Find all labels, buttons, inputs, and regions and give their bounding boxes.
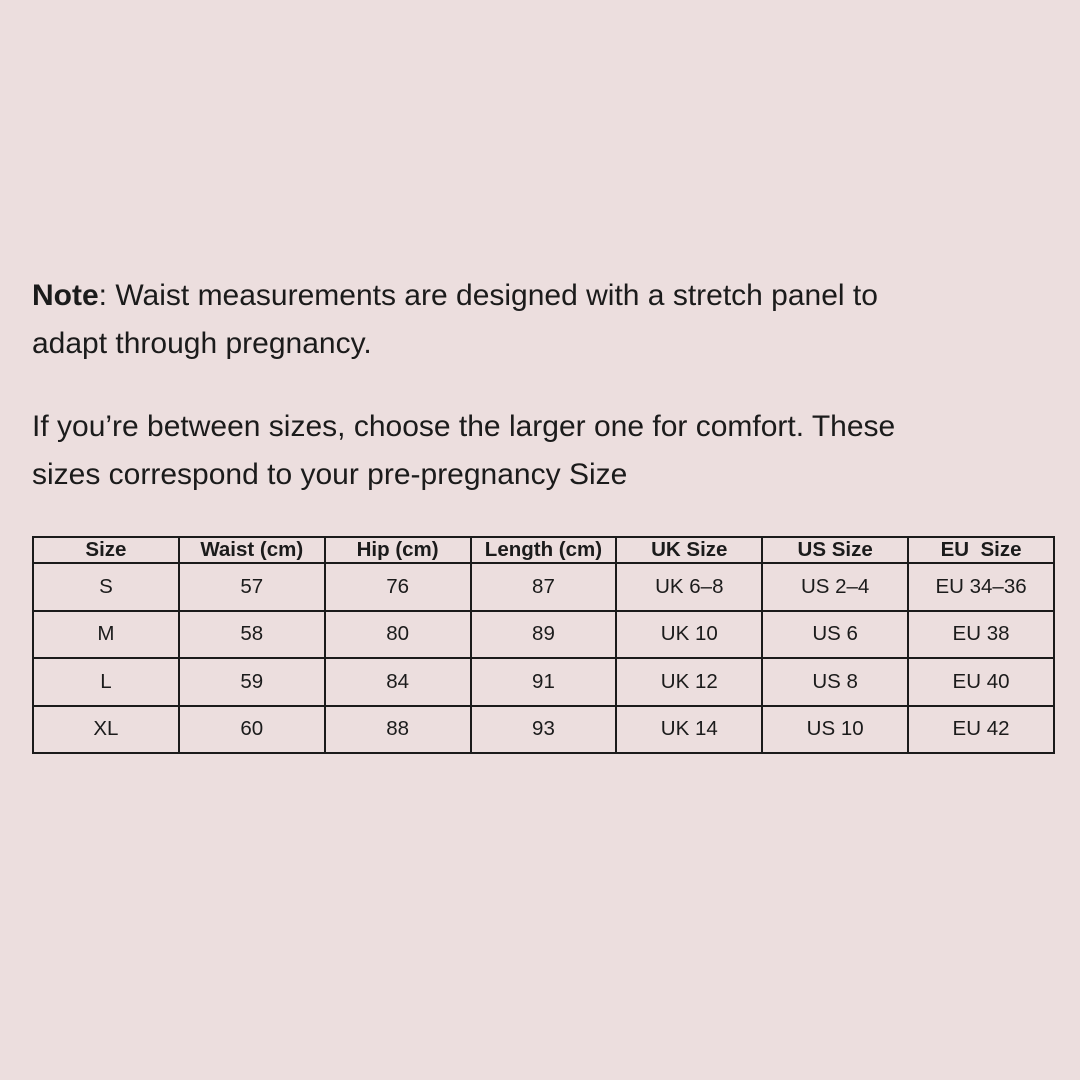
size-chart-table [32, 536, 1055, 754]
cell-waist: 59 [179, 658, 325, 706]
header-hip-cm: Hip (cm) [325, 537, 471, 563]
advice-line-1: If you’re between sizes, choose the larger one for comfort. These [32, 410, 896, 443]
cell-waist: 57 [179, 563, 325, 611]
header-eu-size: EU Size [908, 537, 1054, 563]
note-line-2: adapt through pregnancy. [32, 327, 372, 360]
cell-us-size: US 6 [762, 611, 908, 659]
header-row [33, 537, 1054, 563]
cell-length: 93 [471, 706, 617, 754]
table-row-l [33, 658, 1054, 706]
cell-size: S [33, 563, 179, 611]
size-chart-header [33, 537, 1054, 563]
cell-eu-size: EU 34–36 [908, 563, 1054, 611]
cell-us-size: US 10 [762, 706, 908, 754]
cell-waist: 60 [179, 706, 325, 754]
cell-waist: 58 [179, 611, 325, 659]
advice-line-2: sizes correspond to your pre-pregnancy Size [32, 458, 628, 491]
intro-text-block [32, 272, 1032, 499]
cell-eu-size: EU 40 [908, 658, 1054, 706]
header-size: Size [33, 537, 179, 563]
table-row-m [33, 611, 1054, 659]
cell-us-size: US 2–4 [762, 563, 908, 611]
cell-size: L [33, 658, 179, 706]
cell-hip: 80 [325, 611, 471, 659]
cell-uk-size: UK 14 [616, 706, 762, 754]
cell-eu-size: EU 38 [908, 611, 1054, 659]
cell-hip: 88 [325, 706, 471, 754]
cell-length: 89 [471, 611, 617, 659]
cell-uk-size: UK 10 [616, 611, 762, 659]
header-waist-cm: Waist (cm) [179, 537, 325, 563]
note-line-1 [32, 272, 1032, 320]
cell-hip: 84 [325, 658, 471, 706]
cell-size: M [33, 611, 179, 659]
cell-us-size: US 8 [762, 658, 908, 706]
cell-uk-size: UK 12 [616, 658, 762, 706]
cell-size: XL [33, 706, 179, 754]
cell-eu-size: EU 42 [908, 706, 1054, 754]
cell-uk-size: UK 6–8 [616, 563, 762, 611]
size-chart-body [33, 563, 1054, 753]
header-us-size: US Size [762, 537, 908, 563]
note-label: Note [32, 279, 99, 312]
header-uk-size: UK Size [616, 537, 762, 563]
cell-hip: 76 [325, 563, 471, 611]
table-row-xl [33, 706, 1054, 754]
note-line-1-text: : Waist measurements are designed with a stretch panel to [98, 279, 878, 312]
cell-length: 91 [471, 658, 617, 706]
header-length-cm: Length (cm) [471, 537, 617, 563]
cell-length: 87 [471, 563, 617, 611]
table-row-s [33, 563, 1054, 611]
